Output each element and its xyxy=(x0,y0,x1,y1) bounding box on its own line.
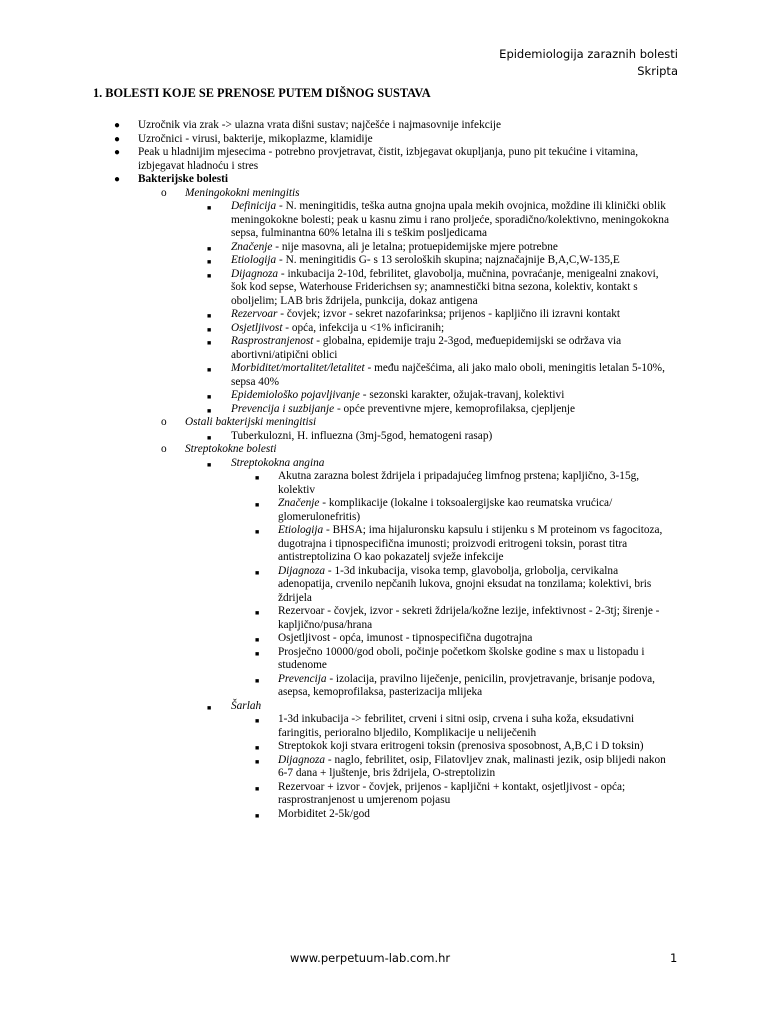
bullet-marker: ■ xyxy=(255,528,260,536)
list-item-level-4 xyxy=(255,807,672,822)
list-item-body: - globalna, epidemije traju 2-3god, međuepidemijski se održava via abortivni/atipični oblici xyxy=(231,335,622,361)
header-subtitle: Skripta xyxy=(637,64,678,78)
list-item-level-3 xyxy=(207,402,676,417)
list-item-text xyxy=(231,322,676,336)
list-item-level-4 xyxy=(255,645,672,673)
list-item-text: Streptokokne bolesti xyxy=(185,443,277,455)
list-item-level-3 xyxy=(207,699,676,714)
list-item-body: - izolacija, pravilno liječenje, penicilin, provjetravanje, brisanje podova, asepsa, kemoprofilaksa, pasterizacija mlijeka xyxy=(278,672,655,698)
list-item-term: Etiologija xyxy=(278,524,324,536)
bullet-marker: o xyxy=(161,186,167,199)
list-item-body: - N. meningitidis, teška autna gnojna upala mekih ovojnica, moždine ili klinički oblik meningokokne bolesti; peak u kasnu zimu i rano proljeće, sporadično/kolektivno, meningokokna sepsa, fulminantna 60% letalna ili s teškim posljedicama xyxy=(231,200,669,239)
list-item-level-4 xyxy=(255,780,672,808)
list-item-level-2 xyxy=(161,416,673,430)
section-heading: 1. BOLESTI KOJE SE PRENOSE PUTEM DIŠNOG SUSTAVA xyxy=(93,86,431,100)
list-item-text: Ostali bakterijski meningitisi xyxy=(185,416,317,428)
outline-list xyxy=(0,119,768,821)
list-item-text xyxy=(278,673,672,700)
list-item-body: - sezonski karakter, ožujak-travanj, kolektivi xyxy=(359,389,565,401)
list-item-text xyxy=(231,254,676,268)
list-item-term: Dijagnoza xyxy=(231,267,279,280)
list-item-level-3 xyxy=(207,429,676,444)
bullet-marker: ■ xyxy=(207,460,212,469)
list-item-level-1 xyxy=(114,119,673,133)
bullet-marker: ■ xyxy=(255,784,260,793)
list-item-text xyxy=(231,403,676,417)
bullet-marker: ■ xyxy=(255,474,260,482)
list-item-text xyxy=(231,335,676,362)
list-item-level-3 xyxy=(207,389,676,403)
list-item-level-4 xyxy=(255,564,672,606)
list-item-term: Prevencija i suzbijanje xyxy=(231,402,335,415)
bullet-marker: ■ xyxy=(255,744,260,752)
list-item-level-4 xyxy=(255,672,672,700)
list-item-level-3 xyxy=(207,362,676,389)
list-item-text xyxy=(278,524,672,565)
footer-url[interactable]: www.perpetuum-lab.com.hr xyxy=(290,951,451,965)
list-item-text xyxy=(278,754,672,781)
bullet-marker: ■ xyxy=(255,811,260,820)
list-item-term: Osjetljivost xyxy=(231,321,283,334)
bullet-marker: ■ xyxy=(255,649,260,658)
list-item-level-3 xyxy=(207,267,676,309)
list-item-text: Šarlah xyxy=(231,699,262,712)
bullet-marker: ■ xyxy=(207,325,212,334)
list-item-body: - inkubacija 2-10d, febrilitet, glavobolja, mučnina, povraćanje, menigealni znakovi, šok kod sepse, Waterhouse Friderichsen sy; anamnestički bitna sezona, kolektiv, kontakt s oboljelim; LAB bris ždrijela, punkcija, dokaz antigena xyxy=(231,267,659,307)
list-item-text: Streptokok koji stvara eritrogeni toksin (prenosiva sposobnost, A,B,C i D toksin) xyxy=(278,740,644,752)
list-item-term: Definicija xyxy=(231,200,277,212)
bullet-marker: o xyxy=(161,443,167,455)
bullet-marker: ■ xyxy=(207,393,212,401)
list-item-level-1 xyxy=(114,173,673,187)
list-item-level-3 xyxy=(207,321,676,336)
list-item-body: - BHSA; ima hijaluronsku kapsulu i stijenku s M proteinom vs fagocitoza, dugotrajna i tipnospecifična imunosti; proizvodi eritrogeni toksin, porast titra antistreptolizina O kao pokazatelj svježe infekcije xyxy=(278,524,663,563)
list-item-level-4 xyxy=(255,753,672,781)
list-item-text: Rezervoar + izvor - čovjek, prijenos - kapljični + kontakt, osjetljivost - opća; rasprostranjenost u umjerenom pojasu xyxy=(278,780,626,806)
list-item-text xyxy=(231,200,676,241)
list-item-text: Morbiditet 2-5k/god xyxy=(278,807,370,820)
list-item-level-3 xyxy=(207,254,676,268)
list-item-term: Rasprostranjenost xyxy=(231,335,314,347)
bullet-marker: ● xyxy=(114,133,121,145)
bullet-marker: ■ xyxy=(207,271,212,280)
list-item-body: - 1-3d inkubacija, visoka temp, glavobolja, grlobolja, cervikalna adenopatija, crvenilo nepčanih lukova, gnojni eksudat na tonzilama; kolektivi, bris ždrijela xyxy=(278,564,652,604)
list-item-term: Značenje xyxy=(231,240,273,253)
list-item-term: Epidemiološko pojavljivanje xyxy=(231,389,360,401)
bullet-marker: o xyxy=(161,416,167,428)
list-item-level-1 xyxy=(114,146,673,173)
list-item-level-4 xyxy=(255,632,672,646)
list-item-text xyxy=(278,497,672,524)
list-item-body: - opće preventivne mjere, kemoprofilaksa, cjepljenje xyxy=(334,402,576,415)
list-item-level-1 xyxy=(114,132,673,147)
list-item-text: Osjetljivost - opća, imunost - tipnospecifična dugotrajna xyxy=(278,632,533,644)
list-item-text: 1-3d inkubacija -> febrilitet, crveni i sitni osip, crvena i suha koža, eksudativni faringitis, perioralno bljedilo, Komplikacije u neliječenih xyxy=(278,713,635,739)
bullet-marker: ● xyxy=(114,174,121,185)
list-item-text: Prosječno 10000/god oboli, počinje početkom školske godine s max u listopadu i studenome xyxy=(278,645,645,671)
bullet-marker: ■ xyxy=(207,258,212,266)
list-item-text: Peak u hladnijim mjesecima - potrebno provjetravat, čistit, izbjegavat okupljanja, puno pit tekućine i vitamina, izbjegavat hladnoću i stres xyxy=(138,146,639,172)
list-item-text xyxy=(278,565,672,606)
list-item-level-3 xyxy=(207,456,676,471)
list-item-term: Dijagnoza xyxy=(278,753,326,766)
list-item-text xyxy=(231,268,676,309)
list-item-level-4 xyxy=(255,605,672,632)
list-item-level-3 xyxy=(207,240,676,255)
list-item-text: Bakterijske bolesti xyxy=(138,173,229,185)
bullet-marker: ■ xyxy=(207,204,212,212)
list-item-level-3 xyxy=(207,200,676,241)
list-item-body: - N. meningitidis G- s 13 seroloških skupina; najznačajnije B,A,C,W-135,E xyxy=(276,254,620,266)
bullet-marker: ■ xyxy=(255,609,260,617)
bullet-marker: ■ xyxy=(255,636,260,644)
bullet-marker: ■ xyxy=(207,312,212,320)
list-item-text: Rezervoar - čovjek, izvor - sekreti ždrijela/kožne lezije, infektivnost - 2-3tj; širenje - kapljično/pusa/hrana xyxy=(278,605,660,631)
list-item-term: Značenje xyxy=(278,497,320,509)
bullet-marker: ■ xyxy=(207,244,212,253)
list-item-body: - naglo, febrilitet, osip, Filatovljev znak, malinasti jezik, osip blijedi nakon 6-7 dana + ljuštenje, bris ždrijela, O-streptolizin xyxy=(278,753,666,779)
list-item-term: Rezervoar xyxy=(231,308,278,320)
list-item-body: - među najčešćima, ali jako malo oboli, meningitis letalan 5-10%, sepsa 40% xyxy=(231,362,665,388)
list-item-term: Etiologija xyxy=(231,254,277,266)
list-item-level-4 xyxy=(255,713,672,740)
list-item-text: Meningokokni meningitis xyxy=(185,186,300,199)
list-item-level-3 xyxy=(207,308,676,322)
list-item-level-2 xyxy=(161,443,673,457)
bullet-marker: ■ xyxy=(207,433,212,442)
list-item-body: - nije masovna, ali je letalna; protuepidemijske mjere potrebne xyxy=(272,240,558,253)
list-item-body: - čovjek; izvor - sekret nazofarinksa; prijenos - kapljično ili izravni kontakt xyxy=(277,308,620,320)
list-item-term: Dijagnoza xyxy=(278,564,326,577)
bullet-marker: ■ xyxy=(255,717,260,725)
header-course-title: Epidemiologija zaraznih bolesti xyxy=(499,47,678,61)
list-item-text xyxy=(231,362,676,389)
bullet-marker: ■ xyxy=(207,366,212,374)
list-item-body: - opća, infekcija u <1% inficiranih; xyxy=(282,321,445,334)
list-item-text: Streptokokna angina xyxy=(231,456,325,469)
list-item-text: Uzročnik via zrak -> ulazna vrata dišni sustav; najčešće i najmasovnije infekcije xyxy=(138,119,502,131)
list-item-text xyxy=(231,389,676,403)
bullet-marker: ■ xyxy=(255,501,260,509)
bullet-marker: ● xyxy=(114,120,121,131)
bullet-marker: ■ xyxy=(207,703,212,712)
list-item-level-3 xyxy=(207,335,676,362)
list-item-level-4 xyxy=(255,740,672,754)
list-item-level-4 xyxy=(255,497,672,524)
list-item-text: Tuberkulozni, H. influezna (3mj-5god, hematogeni rasap) xyxy=(231,429,493,442)
list-item-text xyxy=(231,241,676,255)
list-item-text: Uzročnici - virusi, bakterije, mikoplazme, klamidije xyxy=(138,132,373,145)
page-number: 1 xyxy=(670,951,678,965)
bullet-marker: ■ xyxy=(207,406,212,415)
list-item-level-4 xyxy=(255,524,672,565)
list-item-level-4 xyxy=(255,470,672,497)
bullet-marker: ■ xyxy=(207,339,212,347)
list-item-body: - komplikacije (lokalne i toksoalergijske kao reumatska vrućica/ glomerulonefritis) xyxy=(278,497,613,523)
bullet-marker: ■ xyxy=(255,676,260,685)
bullet-marker: ■ xyxy=(255,568,260,577)
bullet-marker: ■ xyxy=(255,757,260,766)
list-item-text xyxy=(231,308,676,322)
page-header xyxy=(499,46,678,80)
list-item-term: Prevencija xyxy=(278,672,327,685)
list-item-level-2 xyxy=(161,186,673,201)
list-item-text: Akutna zarazna bolest ždrijela i pripadajućeg limfnog prstena; kapljično, 3-15g, kolektiv xyxy=(278,470,640,496)
bullet-marker: ● xyxy=(114,147,121,158)
list-item-term: Morbiditet/mortalitet/letalitet xyxy=(231,362,365,374)
